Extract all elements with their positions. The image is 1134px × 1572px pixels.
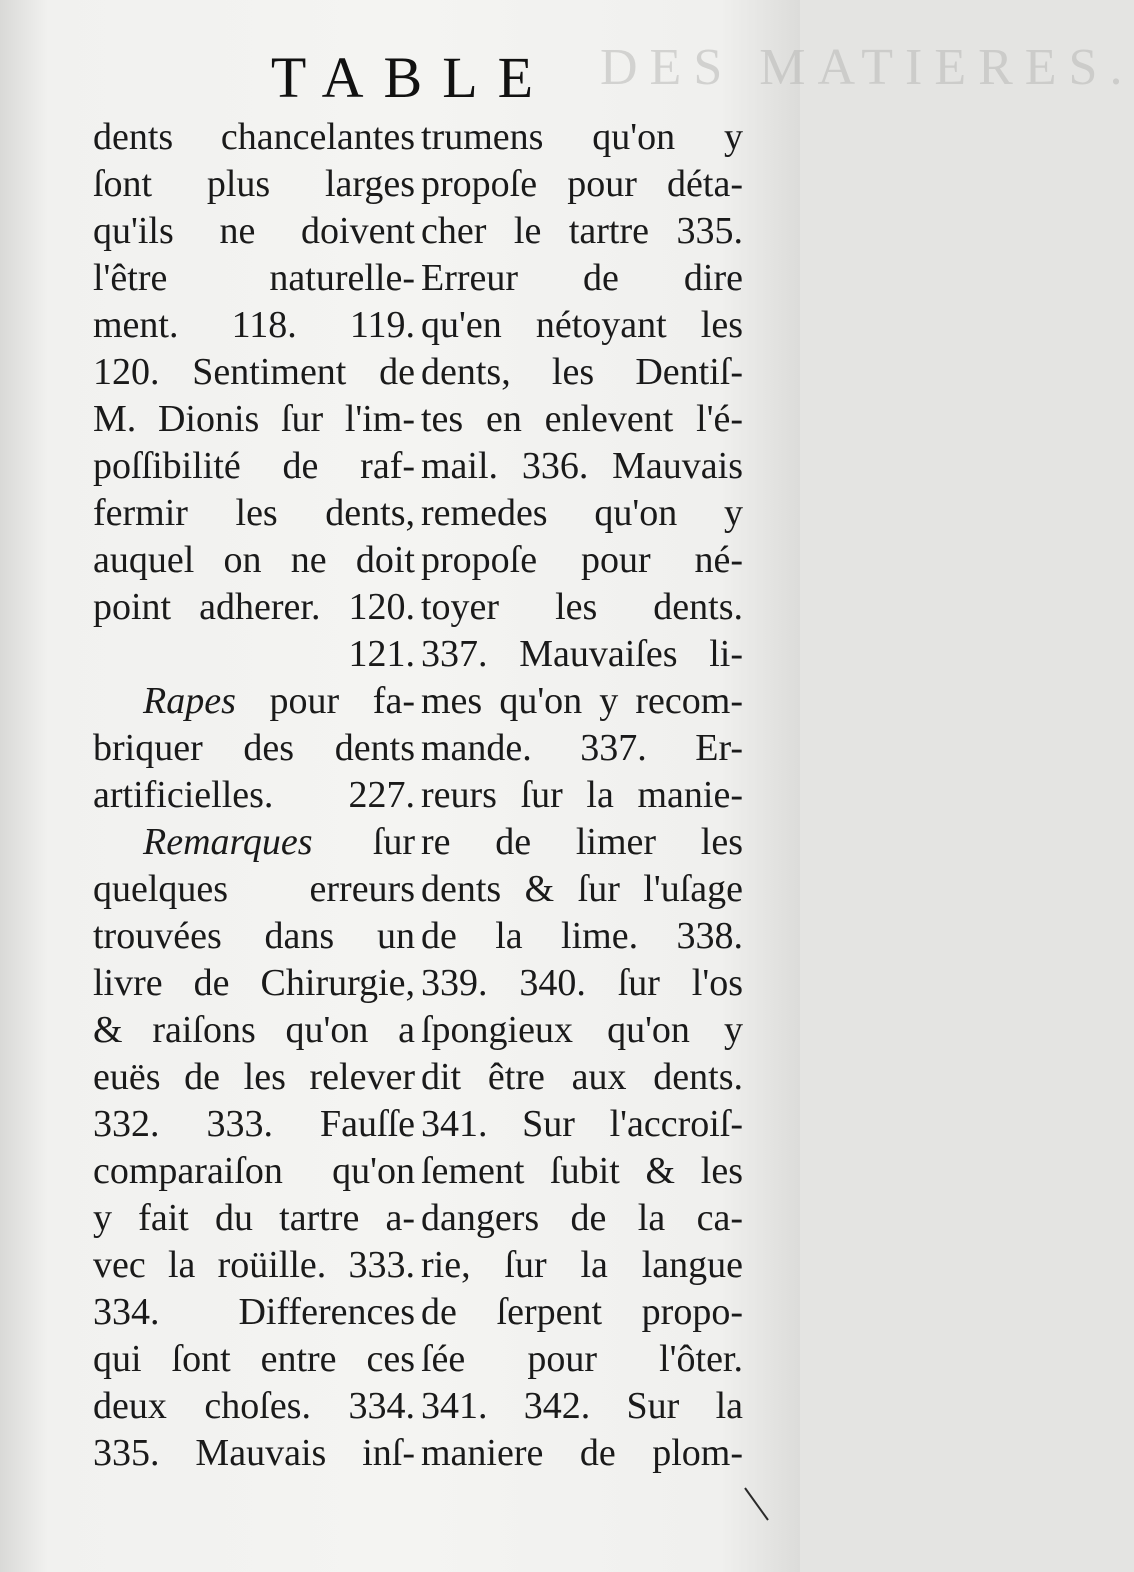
index-line: mail. 336. Mauvais <box>421 445 743 487</box>
index-line: ſont plus larges <box>93 163 415 205</box>
index-line: remedes qu'on y <box>421 492 743 534</box>
index-line: 337. Mauvaiſes li- <box>421 633 743 675</box>
index-line: y fait du tartre a- <box>93 1197 415 1239</box>
index-line: propoſe pour déta- <box>421 163 743 205</box>
index-line: comparaiſon qu'on <box>93 1150 415 1192</box>
index-columns <box>93 114 743 1477</box>
index-line: reurs ſur la manie- <box>421 774 743 816</box>
index-line: & raiſons qu'on a <box>93 1009 415 1051</box>
index-line: ſpongieux qu'on y <box>421 1009 743 1051</box>
index-line: vec la roüille. 333. <box>93 1244 415 1286</box>
index-line: 341. Sur l'accroiſ- <box>421 1103 743 1145</box>
index-line: auquel on ne doit <box>93 539 415 581</box>
index-line: 332. 333. Fauſſe <box>93 1103 415 1145</box>
index-line: fermir les dents, <box>93 492 415 534</box>
index-line: dit être aux dents. <box>421 1056 743 1098</box>
index-line-text: ſur <box>312 821 415 863</box>
index-line-text: pour fa- <box>235 680 415 722</box>
index-line <box>93 819 415 866</box>
index-line: cher le tartre 335. <box>421 210 743 252</box>
index-line: briquer des dents <box>93 727 415 769</box>
index-line: dents & ſur l'uſage <box>421 868 743 910</box>
index-line: de ſerpent propo- <box>421 1291 743 1333</box>
index-line: euës de les relever <box>93 1056 415 1098</box>
index-entry-keyword: Remarques <box>143 821 313 863</box>
left-column <box>93 114 415 1477</box>
index-line: toyer les dents. <box>421 586 743 628</box>
index-line: 341. 342. Sur la <box>421 1385 743 1427</box>
index-line: trouvées dans un <box>93 915 415 957</box>
index-line: re de limer les <box>421 821 743 863</box>
index-line: mes qu'on y recom- <box>421 680 743 722</box>
index-line: ſement ſubit & les <box>421 1150 743 1192</box>
page-header-title: TABLE <box>270 45 554 110</box>
index-line: quelques erreurs <box>93 868 415 910</box>
index-line: rie, ſur la langue <box>421 1244 743 1286</box>
index-line <box>93 678 415 725</box>
index-line: qu'ils ne doivent <box>93 210 415 252</box>
index-line: maniere de plom- <box>421 1432 743 1474</box>
index-line: trumens qu'on y <box>421 116 743 158</box>
index-line: 334. Differences <box>93 1291 415 1333</box>
index-line: artificielles. 227. <box>93 774 415 816</box>
index-line: ſée pour l'ôter. <box>421 1338 743 1380</box>
index-line: livre de Chirurgie, <box>93 962 415 1004</box>
index-line: qui ſont entre ces <box>93 1338 415 1380</box>
index-entry-keyword: Rapes <box>143 680 236 722</box>
index-line: dents, les Dentiſ- <box>421 351 743 393</box>
index-line: M. Dionis ſur l'im- <box>93 398 415 440</box>
index-line: point adherer. 120. <box>93 586 415 628</box>
right-column <box>421 114 743 1477</box>
index-line: mande. 337. Er- <box>421 727 743 769</box>
index-line: dangers de la ca- <box>421 1197 743 1239</box>
index-line: 121. <box>348 633 415 675</box>
index-line: dents chancelantes <box>93 116 415 158</box>
index-line: 335. Mauvais inſ- <box>93 1432 415 1474</box>
ink-mark <box>745 1488 768 1520</box>
index-line: propoſe pour né- <box>421 539 743 581</box>
index-line: tes en enlevent l'é- <box>421 398 743 440</box>
index-line: l'être naturelle- <box>93 257 415 299</box>
index-line: 120. Sentiment de <box>93 351 415 393</box>
index-line: ment. 118. 119. <box>93 304 415 346</box>
index-line: Erreur de dire <box>421 257 743 299</box>
index-line: 339. 340. ſur l'os <box>421 962 743 1004</box>
index-line: qu'en nétoyant les <box>421 304 743 346</box>
index-line: de la lime. 338. <box>421 915 743 957</box>
index-line: deux choſes. 334. <box>93 1385 415 1427</box>
bleed-through-text: DES MATIERES. <box>600 39 1134 96</box>
index-line: poſſibilité de raf- <box>93 445 415 487</box>
